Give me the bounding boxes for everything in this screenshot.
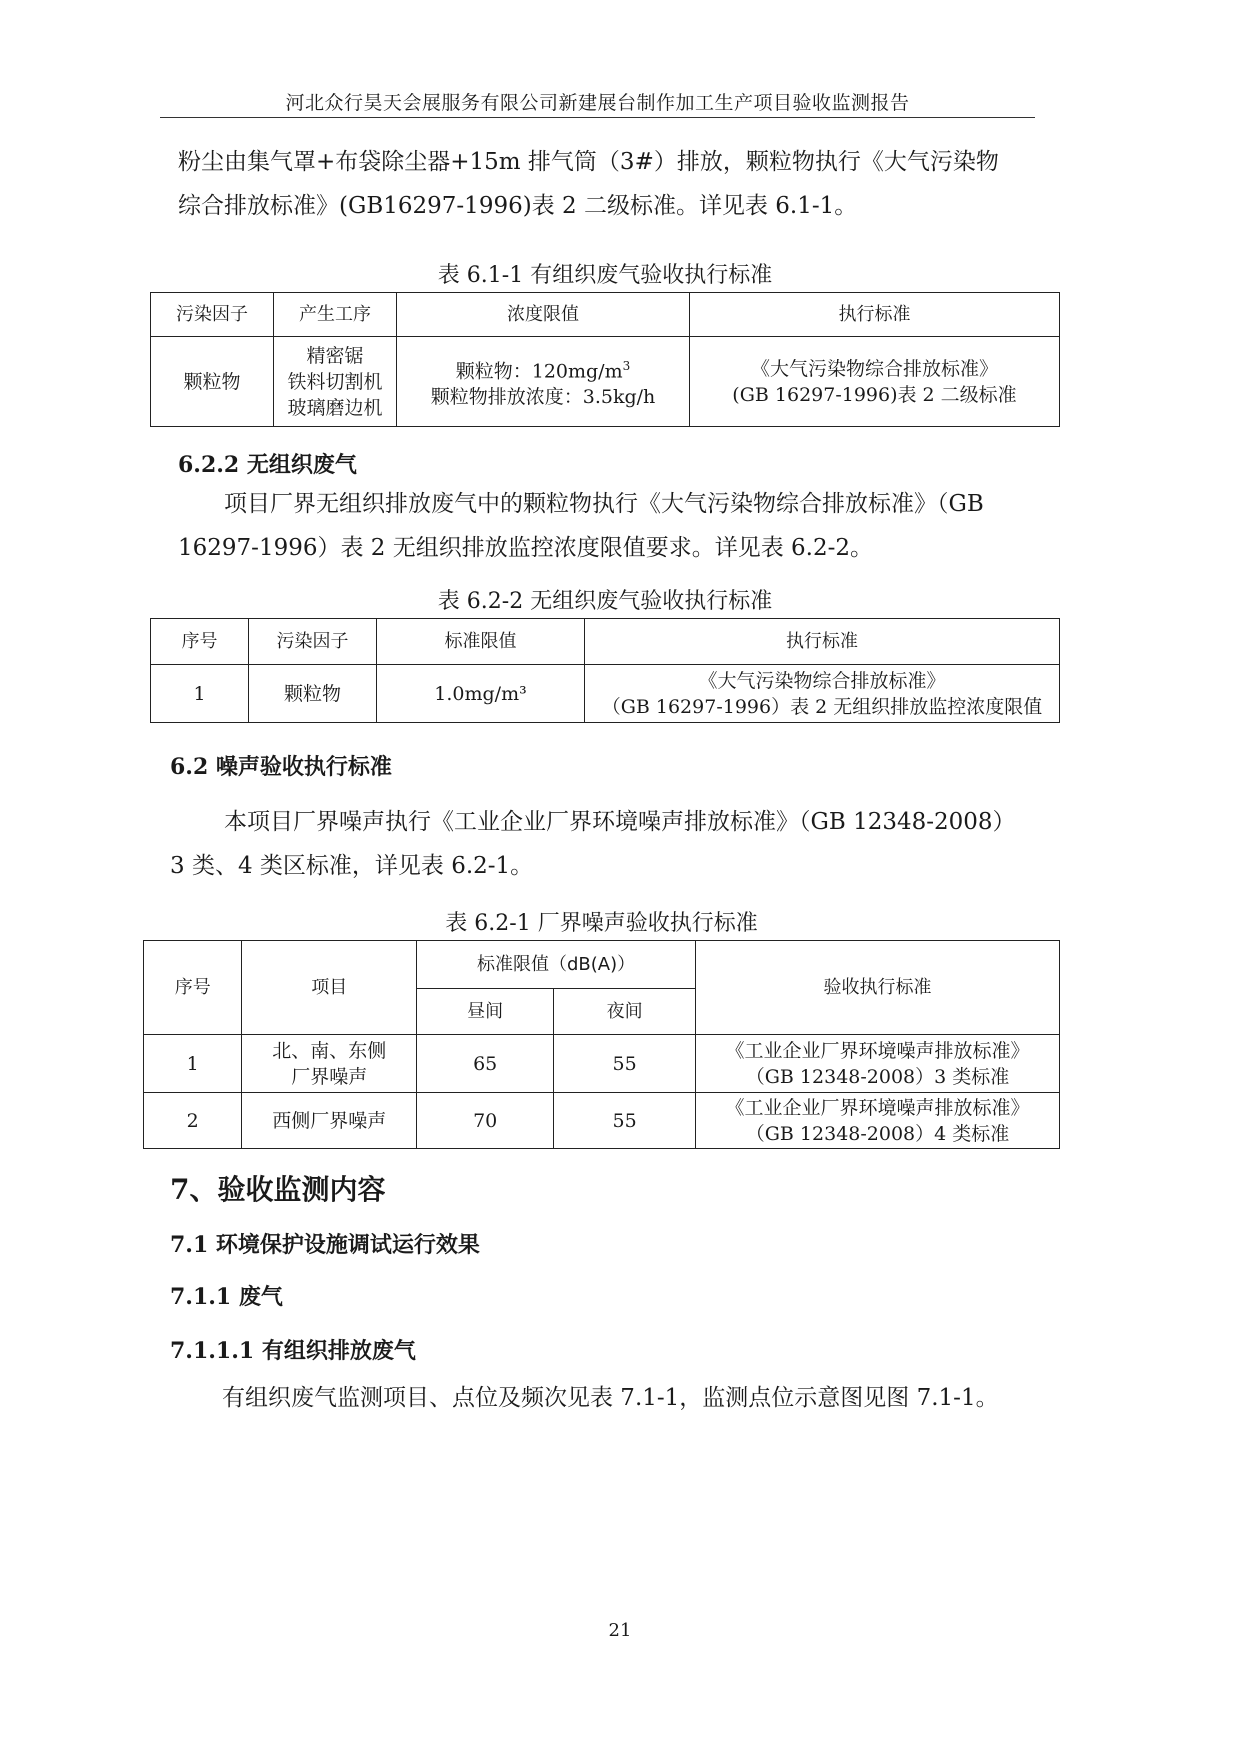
table-row: [151, 337, 1060, 427]
section-7-heading: 7、验收监测内容: [170, 1173, 386, 1206]
table3-cell-night: 55: [554, 1093, 696, 1149]
table1-header-limit: 浓度限值: [397, 293, 690, 337]
table1-cell-standard: [690, 337, 1060, 427]
table3-cell-item: 西侧厂界噪声: [242, 1093, 417, 1149]
table2-header-factor: 污染因子: [249, 619, 377, 665]
table1-caption: 表 6.1-1 有组织废气验收执行标准: [437, 263, 773, 288]
table3-header-day: 昼间: [417, 989, 554, 1035]
section-6-2-heading: 6.2 噪声验收执行标准: [170, 754, 392, 780]
table2-header-limit: 标准限值: [377, 619, 585, 665]
para-line-2: 3 类、4 类区标准，详见表 6.2-1。: [170, 853, 534, 879]
para-line-1: 项目厂界无组织排放废气中的颗粒物执行《大气污染物综合排放标准》（GB: [224, 491, 984, 517]
intro-line-2: 综合排放标准》(GB16297-1996)表 2 二级标准。详见表 6.1-1。: [178, 193, 858, 219]
table3-cell-standard: [696, 1093, 1060, 1149]
standard-line-1: 《工业企业厂界环境噪声排放标准》: [725, 1039, 1030, 1062]
page-number: 21: [608, 1620, 632, 1641]
table2-cell-limit: 1.0mg/m³: [377, 665, 585, 723]
table3-cell-night: 55: [554, 1035, 696, 1093]
header-rule: [160, 117, 1035, 118]
standard-line-2: （GB 12348-2008）4 类标准: [745, 1122, 1010, 1145]
process-line: 玻璃磨边机: [287, 396, 383, 419]
section-6-2-2-heading: 6.2.2 无组织废气: [178, 452, 357, 478]
table1-cell-factor: 颗粒物: [151, 337, 274, 427]
table3-cell-no: 2: [144, 1093, 242, 1149]
standard-line-1: 《大气污染物综合排放标准》: [750, 357, 998, 380]
intro-line-1: 粉尘由集气罩+布袋除尘器+15m 排气筒（3#）排放，颗粒物执行《大气污染物: [178, 149, 999, 175]
table1-cell-limit: [397, 337, 690, 427]
table2-cell-no: 1: [151, 665, 249, 723]
standard-line-2: （GB 16297-1996）表 2 无组织排放监控浓度限值: [601, 695, 1043, 718]
limit-superscript: 3: [622, 358, 631, 373]
limit-line-1: 颗粒物：120mg/m: [455, 360, 623, 383]
standard-line-2: （GB 12348-2008）3 类标准: [745, 1065, 1010, 1088]
section-6-2-2-paragraph: [178, 482, 1058, 570]
table2: [150, 618, 1060, 723]
table2-cell-standard: [585, 665, 1060, 723]
standard-line-1: 《大气污染物综合排放标准》: [698, 669, 946, 692]
table1-header-factor: 污染因子: [151, 293, 274, 337]
standard-line-2: (GB 16297-1996)表 2 二级标准: [732, 383, 1017, 406]
section-7-1-heading: 7.1 环境保护设施调试运行效果: [170, 1232, 480, 1258]
section-6-2-paragraph: [170, 800, 1060, 888]
section-7-1-1-1-heading: 7.1.1.1 有组织排放废气: [170, 1338, 416, 1364]
limit-line-2: 颗粒物排放浓度：3.5kg/h: [430, 386, 656, 409]
table-row: [144, 1093, 1060, 1149]
table3-header-limit: 标准限值（dB(A)）: [417, 941, 696, 989]
table3-cell-day: 65: [417, 1035, 554, 1093]
table3: [143, 940, 1060, 1149]
section-7-paragraph: 有组织废气监测项目、点位及频次见表 7.1-1，监测点位示意图见图 7.1-1。: [222, 1385, 999, 1411]
process-line: 精密锯: [306, 344, 364, 367]
para-line-1: 本项目厂界噪声执行《工业企业厂界环境噪声排放标准》（GB 12348-2008）: [224, 809, 1016, 835]
process-line: 铁料切割机: [287, 370, 383, 393]
running-header: 河北众行昊天会展服务有限公司新建展台制作加工生产项目验收监测报告: [285, 92, 910, 114]
section-7-1-1-heading: 7.1.1 废气: [170, 1284, 283, 1310]
table2-header-no: 序号: [151, 619, 249, 665]
table2-header-standard: 执行标准: [585, 619, 1060, 665]
table3-header-night: 夜间: [554, 989, 696, 1035]
table1: [150, 292, 1060, 427]
table3-cell-day: 70: [417, 1093, 554, 1149]
table1-header-process: 产生工序: [274, 293, 397, 337]
table2-caption: 表 6.2-2 无组织废气验收执行标准: [437, 589, 773, 614]
item-line-2: 厂界噪声: [291, 1065, 368, 1088]
table1-cell-processes: [274, 337, 397, 427]
table3-header-no: 序号: [144, 941, 242, 1035]
item-line-1: 北、南、东侧: [272, 1039, 387, 1062]
table2-cell-factor: 颗粒物: [249, 665, 377, 723]
table-row: [151, 665, 1060, 723]
table3-cell-item: [242, 1035, 417, 1093]
table-row: [144, 1035, 1060, 1093]
table3-header-standard: 验收执行标准: [696, 941, 1060, 1035]
table1-header-standard: 执行标准: [690, 293, 1060, 337]
para-line-2: 16297-1996）表 2 无组织排放监控浓度限值要求。详见表 6.2-2。: [178, 535, 874, 561]
table3-cell-standard: [696, 1035, 1060, 1093]
intro-paragraph: [178, 140, 1058, 228]
table3-header-item: 项目: [242, 941, 417, 1035]
standard-line-1: 《工业企业厂界环境噪声排放标准》: [725, 1096, 1030, 1119]
table3-cell-no: 1: [144, 1035, 242, 1093]
table3-caption: 表 6.2-1 厂界噪声验收执行标准: [445, 911, 758, 936]
